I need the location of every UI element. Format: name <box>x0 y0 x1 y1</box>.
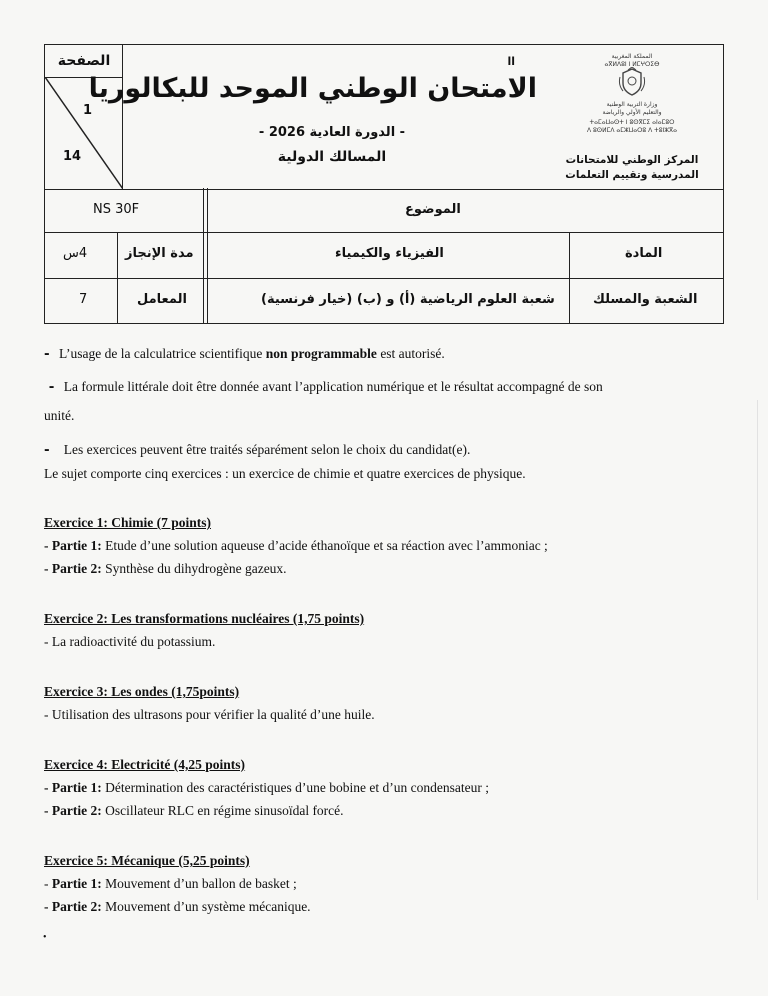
ministry-tifinagh-line-2: ⴷ ⵓⵙⵍⵎⴷ ⴰⵎⵣⵡⴰⵔⵓ ⴷ ⵜⵓⵏⵣⴳⴰ <box>587 127 677 134</box>
exam-center-name <box>541 153 723 183</box>
exercise-3-title: Exercice 3: Les ondes (1,75points) <box>44 684 240 699</box>
center-line-2: المدرسية وتقييم التعلمات <box>565 169 699 181</box>
exercise-2 <box>44 609 724 652</box>
subject-label: الموضوع <box>405 202 461 217</box>
exercise-1-title: Exercice 1: Chimie (7 points) <box>44 515 211 530</box>
exercise-3-line: - Utilisation des ultrasons pour vérifier la qualité d’une huile. <box>44 707 375 722</box>
duration-label: مدة الإنجاز <box>125 246 194 261</box>
page-number-box <box>45 45 123 189</box>
coefficient-value: 7 <box>79 292 88 307</box>
branch-value: شعبة العلوم الرياضية (أ) و (ب) (خيار فرنسية) <box>261 292 555 307</box>
exercise-4-part-1: - Partie 1: Détermination des caractéristiques d’une bobine et d’un condensateur ; <box>44 780 489 795</box>
instruction-formula-cont: unité. <box>44 408 75 423</box>
instruction-formula: - La formule littérale doit être donnée avant l’application numérique et le résultat accompagné de son <box>44 379 603 395</box>
bullet-dot-icon: • <box>43 932 47 943</box>
exercise-3 <box>44 682 724 725</box>
page-number: 1 <box>83 103 93 118</box>
exam-track: المسالك الدولية <box>277 149 387 165</box>
exercise-1 <box>44 513 724 579</box>
exercise-4 <box>44 755 724 821</box>
matter-value: الفيزياء والكيمياء <box>335 246 444 261</box>
coefficient-label: المعامل <box>137 292 187 307</box>
center-line-1: المركز الوطني للامتحانات <box>565 154 699 166</box>
ministry-arabic-line: وزارة التربية الوطنية <box>606 101 658 108</box>
kingdom-tifinagh: ⴰⴳⵍⴷⵓⵏ ⵏ ⵍⵎⵖⵔⵉⴱ <box>604 61 660 68</box>
top-mark: اا <box>507 55 515 68</box>
ministry-arabic-line-2: والتعليم الأولي والرياضة <box>602 109 662 116</box>
exercise-4-part-2: - Partie 2: Oscillateur RLC en régime sinusoïdal forcé. <box>44 803 344 818</box>
exam-instructions <box>44 340 724 917</box>
exam-title: الامتحان الوطني الموحد للبكالوريا <box>88 73 537 104</box>
ministry-logo-area <box>541 45 723 189</box>
exam-session: - الدورة العادية 2026 - <box>258 125 406 140</box>
exam-header <box>44 44 724 190</box>
exercise-2-line: - La radioactivité du potassium. <box>44 634 216 649</box>
exercise-2-title: Exercice 2: Les transformations nucléaires (1,75 points) <box>44 611 365 626</box>
exam-info-table <box>44 188 724 324</box>
exercise-5-part-2: - Partie 2: Mouvement d’un système mécanique. <box>44 899 311 914</box>
subject-summary: Le sujet comporte cinq exercices : un exercice de chimie et quatre exercices de physique. <box>44 466 526 481</box>
scan-edge-line <box>757 400 758 900</box>
instruction-calculator: - L’usage de la calculatrice scientifique non programmable est autorisé. <box>44 346 445 362</box>
exam-code: NS 30F <box>93 202 140 217</box>
title-area <box>88 49 537 185</box>
duration-value: 4س <box>63 246 88 261</box>
exercise-1-part-2: - Partie 2: Synthèse du dihydrogène gazeux. <box>44 561 287 576</box>
branch-label: الشعبة والمسلك <box>593 292 698 307</box>
exercise-4-title: Exercice 4: Electricité (4,25 points) <box>44 757 246 772</box>
exercise-1-part-1: - Partie 1: Etude d’une solution aqueuse d’acide éthanoïque et sa réaction avec l’ammoniac ; <box>44 538 548 553</box>
instruction-order: - Les exercices peuvent être traités séparément selon le choix du candidat(e). <box>44 442 471 458</box>
exercise-5-title: Exercice 5: Mécanique (5,25 points) <box>44 853 250 868</box>
matter-label: المادة <box>625 246 663 261</box>
page-total: 14 <box>63 149 82 164</box>
ministry-tifinagh-line: ⵜⴰⵎⴰⵡⴰⵙⵜ ⵏ ⵓⵙⴳⵎⵉ ⴰⵏⴰⵎⵓⵔ <box>589 119 675 126</box>
coat-of-arms-icon <box>617 67 647 97</box>
page-label: الصفحة <box>57 53 111 69</box>
exercise-5-part-1: - Partie 1: Mouvement d’un ballon de basket ; <box>44 876 297 891</box>
exercise-5 <box>44 851 724 917</box>
kingdom-arabic: المملكة المغربية <box>611 53 653 60</box>
